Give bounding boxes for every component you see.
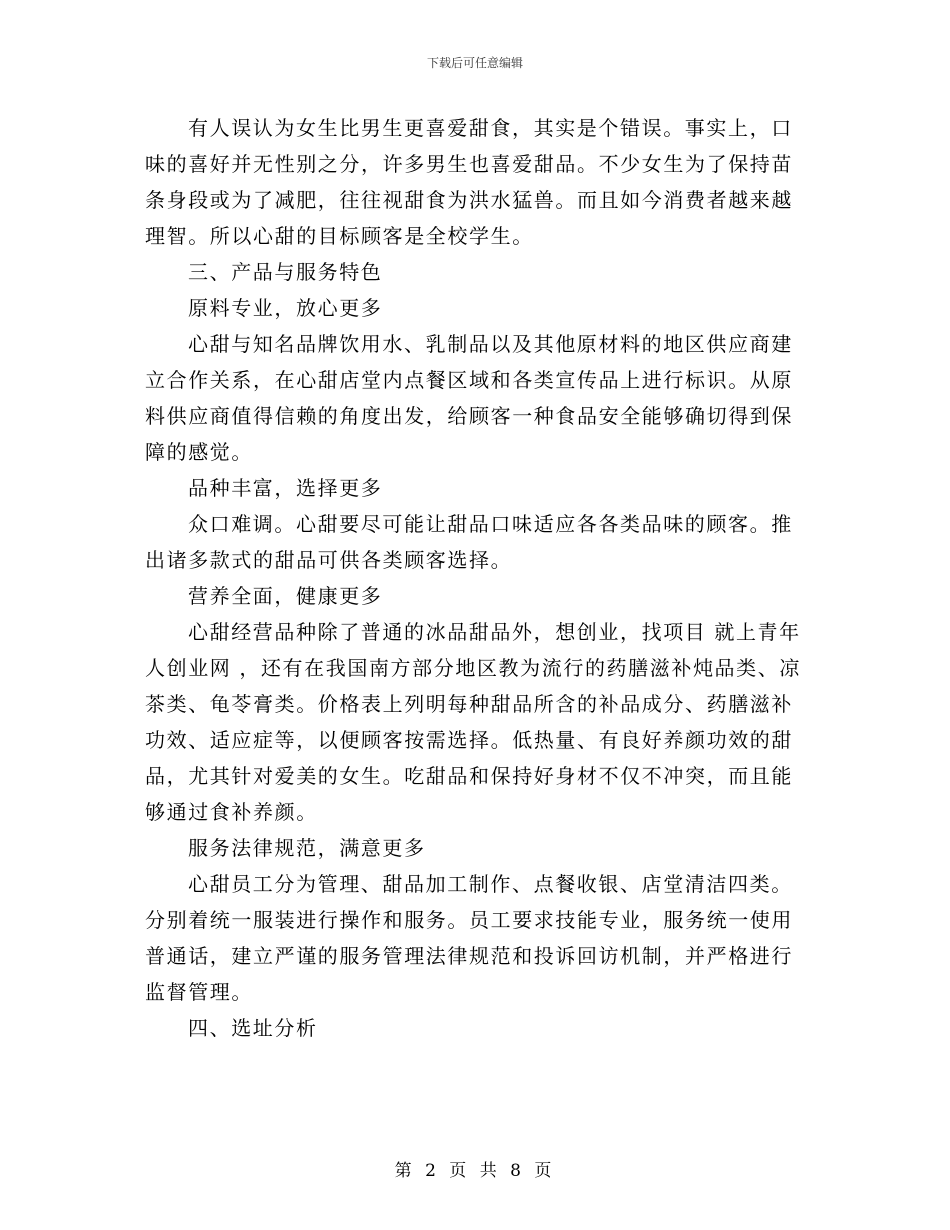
text-line: 够通过食补养颜。 xyxy=(145,800,318,824)
text-line: 心甜经营品种除了普通的冰品甜品外，想创业，找项目 就上青年 xyxy=(188,620,801,644)
text-line: 原料专业，放心更多 xyxy=(188,296,383,320)
text-line: 心甜员工分为管理、甜品加工制作、点餐收银、店堂清洁四类。 xyxy=(188,872,793,896)
text-lines xyxy=(145,110,805,1046)
page-header-note: 下载后可任意编辑 xyxy=(426,56,523,70)
text-line: 味的喜好并无性别之分，许多男生也喜爱甜品。不少女生为了保持苗 xyxy=(145,152,793,176)
text-line: 有人误认为女生比男生更喜爱甜食，其实是个错误。事实上，口 xyxy=(188,116,793,140)
text-line: 条身段或为了减肥，往往视甜食为洪水猛兽。而且如今消费者越来越 xyxy=(145,188,793,212)
text-line: 品，尤其针对爱美的女生。吃甜品和保持好身材不仅不冲突，而且能 xyxy=(145,764,793,788)
text-line: 监督管理。 xyxy=(145,980,253,1004)
page-number-footer: 第 2 页 共 8 页 xyxy=(394,1161,556,1181)
text-line: 品种丰富，选择更多 xyxy=(188,476,383,500)
text-line: 料供应商值得信赖的角度出发，给顾客一种食品安全能够确切得到保 xyxy=(145,404,793,428)
document-body xyxy=(145,110,805,1046)
text-line: 出诸多款式的甜品可供各类顾客选择。 xyxy=(145,548,513,572)
text-line: 普通话，建立严谨的服务管理法律规范和投诉回访机制，并严格进行 xyxy=(145,944,793,968)
text-line: 理智。所以心甜的目标顾客是全校学生。 xyxy=(145,224,534,248)
text-line: 心甜与知名品牌饮用水、乳制品以及其他原材料的地区供应商建 xyxy=(188,332,793,356)
text-line: 服务法律规范，满意更多 xyxy=(188,836,426,860)
text-line: 人创业网 ，还有在我国南方部分地区教为流行的药膳滋补炖品类、凉 xyxy=(145,656,801,680)
text-line: 障的感觉。 xyxy=(145,440,253,464)
text-line: 四、选址分析 xyxy=(188,1016,318,1040)
text-line: 众口难调。心甜要尽可能让甜品口味适应各各类品味的顾客。推 xyxy=(188,512,793,536)
text-line: 营养全面，健康更多 xyxy=(188,584,383,608)
text-line: 功效、适应症等，以便顾客按需选择。低热量、有良好养颜功效的甜 xyxy=(145,728,793,752)
text-line: 茶类、龟苓膏类。价格表上列明每种甜品所含的补品成分、药膳滋补 xyxy=(145,692,793,716)
text-line: 立合作关系，在心甜店堂内点餐区域和各类宣传品上进行标识。从原 xyxy=(145,368,793,392)
text-line: 三、产品与服务特色 xyxy=(188,260,383,284)
text-line: 分别着统一服装进行操作和服务。员工要求技能专业，服务统一使用 xyxy=(145,908,793,932)
